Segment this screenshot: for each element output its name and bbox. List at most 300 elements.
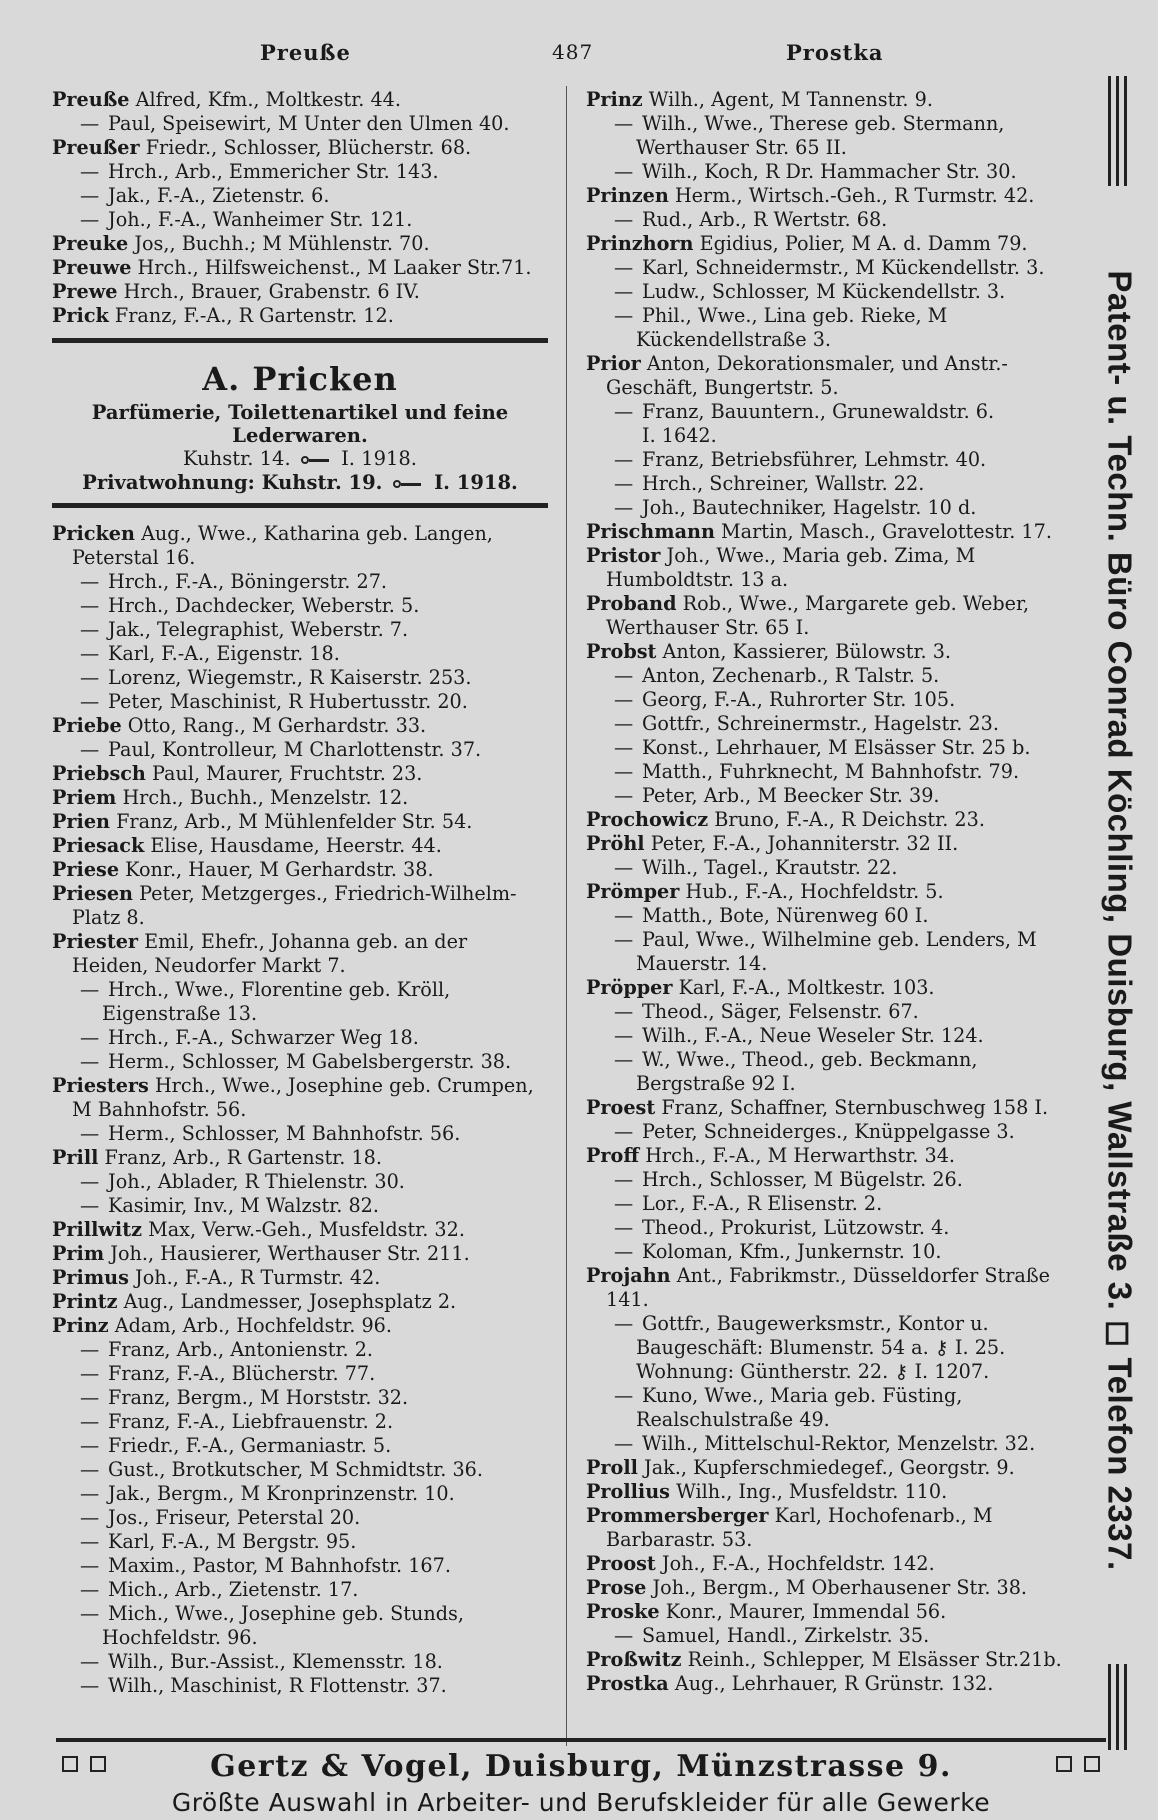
square-icon — [1084, 1756, 1100, 1772]
repeat-dash: — — [614, 1240, 634, 1263]
side-advert-text: Patent- u. Techn. Büro Conrad Köchling, Duisburg, Wallstraße 3. ◻ Telefon 2337. — [1101, 269, 1139, 1571]
repeat-dash: — — [80, 1578, 100, 1601]
entry-details: Gottfr., Baugewerksmstr., Kontor u. Baugeschäft: Blumenstr. 54 a. ⚷ I. 25. Wohnung: Güntherstr. 22. ⚷ I. 1207. — [636, 1312, 1006, 1383]
entry-surname: Proest — [586, 1096, 656, 1119]
entry-details: Paul, Wwe., Wilhelmine geb. Lenders, M Mauerstr. 14. — [636, 928, 1037, 975]
directory-entry — [52, 930, 548, 978]
entry-details: Herm., Schlosser, M Bahnhofstr. 56. — [108, 1122, 461, 1145]
repeat-dash: — — [614, 1168, 634, 1191]
advert-top-rule — [52, 338, 548, 343]
entry-details: Franz, Arb., R Gartenstr. 18. — [104, 1146, 382, 1169]
entry-details: Joh., F.-A., Wanheimer Str. 121. — [108, 208, 413, 231]
directory-entry — [586, 520, 1086, 544]
entry-details: Hrch., F.-A., M Herwarthstr. 34. — [645, 1144, 956, 1167]
entry-details: Jak., Bergm., M Kronprinzenstr. 10. — [108, 1482, 455, 1505]
entry-details: Friedr., F.-A., Germaniastr. 5. — [108, 1434, 392, 1457]
entry-details: Hub., F.-A., Hochfeldstr. 5. — [685, 880, 944, 903]
repeat-dash: — — [614, 1024, 634, 1047]
directory-entry — [52, 1146, 548, 1170]
directory-entry — [52, 1122, 548, 1146]
entry-surname: Prollius — [586, 1480, 670, 1503]
repeat-dash: — — [80, 1554, 100, 1577]
repeat-dash: — — [80, 594, 100, 617]
entry-details: Jos., Friseur, Peterstal 20. — [108, 1506, 361, 1529]
entry-details: Lorenz, Wiegemstr., R Kaiserstr. 253. — [108, 666, 472, 689]
entry-details: Joh., Ablader, R Thielenstr. 30. — [108, 1170, 405, 1193]
entry-details: Egidius, Polier, M A. d. Damm 79. — [699, 232, 1028, 255]
directory-entry — [52, 1050, 548, 1074]
repeat-dash: — — [80, 738, 100, 761]
repeat-dash: — — [614, 1312, 634, 1335]
directory-entry — [52, 1074, 548, 1122]
repeat-dash: — — [80, 1482, 100, 1505]
directory-entry — [586, 712, 1086, 736]
repeat-dash: — — [80, 666, 100, 689]
entry-details: Mich., Arb., Zietenstr. 17. — [108, 1578, 359, 1601]
entry-surname: Prim — [52, 1242, 105, 1265]
repeat-dash: — — [614, 1216, 634, 1239]
directory-entry — [586, 112, 1086, 160]
entry-details: Hrch., Wwe., Florentine geb. Kröll, Eigenstraße 13. — [102, 978, 451, 1025]
repeat-dash: — — [80, 1506, 100, 1529]
repeat-dash: — — [614, 904, 634, 927]
directory-entry — [586, 544, 1086, 592]
banner-squares-left — [56, 1756, 112, 1776]
directory-entry — [586, 1600, 1086, 1624]
repeat-dash: — — [80, 1650, 100, 1673]
entry-details: Anton, Kassierer, Bülowstr. 3. — [662, 640, 952, 663]
directory-entry — [52, 280, 548, 304]
directory-entry — [586, 400, 1086, 424]
directory-entry — [52, 594, 548, 618]
directory-entry — [52, 834, 548, 858]
entry-details: Anton, Dekorationsmaler, und Anstr.-Geschäft, Bungertstr. 5. — [606, 352, 1008, 399]
entry-details: Ludw., Schlosser, M Kückendellstr. 3. — [642, 280, 1006, 303]
advert-firm-name: A. Pricken — [202, 360, 398, 398]
entry-surname: Pricken — [52, 522, 135, 545]
entry-surname: Priester — [52, 930, 139, 953]
directory-entry — [52, 1266, 548, 1290]
repeat-dash: — — [614, 1048, 634, 1071]
directory-entry — [586, 160, 1086, 184]
entry-surname: Prommersberger — [586, 1504, 769, 1527]
repeat-dash: — — [80, 978, 100, 1001]
entry-details: Joh., Bergm., M Oberhausener Str. 38. — [652, 1576, 1028, 1599]
entry-details: Konr., Maurer, Immendal 56. — [665, 1600, 947, 1623]
entry-details: Aug., Wwe., Katharina geb. Langen, Peterstal 16. — [72, 522, 493, 569]
directory-entry — [586, 904, 1086, 928]
entry-surname: Prochowicz — [586, 808, 709, 831]
directory-entry — [52, 232, 548, 256]
directory-entry — [586, 1048, 1086, 1096]
entry-surname: Priese — [52, 858, 120, 881]
entry-details: Wilh., Maschinist, R Flottenstr. 37. — [108, 1674, 447, 1697]
directory-entry — [586, 808, 1086, 832]
repeat-dash: — — [614, 304, 634, 327]
advert-shop-phone: I. 1918. — [341, 447, 418, 470]
directory-entry — [586, 688, 1086, 712]
repeat-dash: — — [614, 1432, 634, 1455]
entry-details: Jos,, Buchh.; M Mühlenstr. 70. — [134, 232, 430, 255]
directory-entry — [586, 424, 1086, 448]
entry-details: Rob., Wwe., Margarete geb. Weber, Werthauser Str. 65 I. — [606, 592, 1030, 639]
bottom-banner — [56, 1746, 1106, 1786]
entry-surname: Pröhl — [586, 832, 645, 855]
directory-entry — [586, 448, 1086, 472]
directory-entry — [52, 1530, 548, 1554]
repeat-dash: — — [614, 928, 634, 951]
directory-entry — [586, 664, 1086, 688]
advert-shop-address: Kuhstr. 14. — [182, 447, 291, 470]
banner-rule — [56, 1738, 1106, 1742]
directory-entry — [52, 1506, 548, 1530]
entry-details: Franz, Schaffner, Sternbuschweg 158 I. — [661, 1096, 1049, 1119]
telephone-key-icon — [301, 456, 331, 464]
repeat-dash: — — [614, 1120, 634, 1143]
entry-details: Kasimir, Inv., M Walzstr. 82. — [108, 1194, 379, 1217]
entry-surname: Prill — [52, 1146, 99, 1169]
repeat-dash: — — [614, 856, 634, 879]
entry-details: Emil, Ehefr., Johanna geb. an der Heiden, Neudorfer Markt 7. — [72, 930, 468, 977]
directory-entry — [586, 1024, 1086, 1048]
left-column-entries — [52, 522, 548, 1698]
entry-details: Hrch., Schlosser, M Bügelstr. 26. — [642, 1168, 963, 1191]
repeat-dash: — — [614, 256, 634, 279]
entry-details: Joh., Wwe., Maria geb. Zima, M Humboldtstr. 13 a. — [606, 544, 976, 591]
entry-details: Herm., Wirtsch.-Geh., R Turmstr. 42. — [674, 184, 1035, 207]
directory-entry — [52, 112, 548, 136]
advert-description-line1: Parfümerie, Toilettenartikel und feine — [91, 401, 509, 424]
entry-details: Joh., Hausierer, Werthauser Str. 211. — [110, 1242, 470, 1265]
directory-entry — [52, 1410, 548, 1434]
advert-private-phone: I. 1918. — [434, 471, 518, 494]
banner-squares-right — [1050, 1756, 1106, 1776]
entry-surname: Preuße — [52, 88, 130, 111]
directory-entry — [586, 1096, 1086, 1120]
directory-entry — [52, 738, 548, 762]
entry-surname: Priebsch — [52, 762, 146, 785]
entry-details: Aug., Lehrhauer, R Grünstr. 132. — [674, 1672, 994, 1695]
entry-details: Kuno, Wwe., Maria geb. Füsting, Realschulstraße 49. — [636, 1384, 963, 1431]
directory-entry — [586, 784, 1086, 808]
square-icon — [90, 1756, 106, 1772]
directory-entry — [52, 690, 548, 714]
entry-details: Matth., Bote, Nürenweg 60 I. — [642, 904, 929, 927]
directory-entry — [586, 736, 1086, 760]
entry-surname: Proßwitz — [586, 1648, 682, 1671]
column-divider — [566, 86, 567, 1746]
directory-entry — [586, 304, 1086, 352]
entry-details: Maxim., Pastor, M Bahnhofstr. 167. — [108, 1554, 451, 1577]
directory-entry — [52, 1434, 548, 1458]
entry-details: Paul, Speisewirt, M Unter den Ulmen 40. — [108, 112, 510, 135]
directory-entry — [52, 1194, 548, 1218]
entry-surname: Preuwe — [52, 256, 132, 279]
repeat-dash: — — [614, 208, 634, 231]
entry-details: Hrch., F.-A., Schwarzer Weg 18. — [108, 1026, 419, 1049]
entry-details: Hrch., Dachdecker, Weberstr. 5. — [108, 594, 420, 617]
repeat-dash: — — [80, 1170, 100, 1193]
side-advert — [1080, 200, 1158, 1640]
repeat-dash: — — [614, 688, 634, 711]
repeat-dash: — — [614, 736, 634, 759]
entry-surname: Printz — [52, 1290, 118, 1313]
directory-entry — [586, 472, 1086, 496]
entry-details: Matth., Fuhrknecht, M Bahnhofstr. 79. — [642, 760, 1020, 783]
directory-entry — [52, 1218, 548, 1242]
directory-entry — [586, 1624, 1086, 1648]
entry-details: Martin, Masch., Gravelottestr. 17. — [721, 520, 1052, 543]
telephone-key-icon — [393, 480, 423, 488]
directory-entry — [586, 1648, 1086, 1672]
side-advert-bottom-bars — [1104, 1664, 1134, 1750]
directory-entry — [586, 1552, 1086, 1576]
repeat-dash: — — [80, 1434, 100, 1457]
entry-details: Joh., F.-A., Hochfeldstr. 142. — [661, 1552, 935, 1575]
entry-details: Karl, Hochofenarb., M Barbarastr. 53. — [606, 1504, 993, 1551]
entry-surname: Prischmann — [586, 520, 715, 543]
banner-text: Gertz & Vogel, Duisburg, Münzstrasse 9. — [210, 1748, 952, 1784]
repeat-dash: — — [614, 496, 634, 519]
entry-surname: Prömper — [586, 880, 680, 903]
directory-entry — [586, 760, 1086, 784]
directory-entry — [586, 232, 1086, 256]
entry-surname: Priesters — [52, 1074, 149, 1097]
entry-details: I. 1642. — [642, 424, 717, 447]
repeat-dash: — — [80, 1674, 100, 1697]
entry-details: Franz, Bergm., M Horststr. 32. — [108, 1386, 409, 1409]
entry-details: W., Wwe., Theod., geb. Beckmann, Bergstraße 92 I. — [636, 1048, 978, 1095]
entry-details: Franz, F.-A., R Gartenstr. 12. — [114, 304, 394, 327]
page-number: 487 — [552, 40, 594, 64]
repeat-dash: — — [80, 1050, 100, 1073]
entry-surname: Pröpper — [586, 976, 673, 999]
directory-entry — [586, 1672, 1086, 1696]
entry-surname: Proff — [586, 1144, 640, 1167]
directory-entry — [52, 304, 548, 328]
entry-details: Franz, F.-A., Liebfrauenstr. 2. — [108, 1410, 394, 1433]
entry-surname: Projahn — [586, 1264, 671, 1287]
directory-entry — [586, 1504, 1086, 1552]
directory-entry — [52, 256, 548, 280]
directory-entry — [586, 1480, 1086, 1504]
footer-text: Größte Auswahl in Arbeiter- und Berufskleider für alle Gewerke — [171, 1788, 991, 1817]
directory-entry — [586, 256, 1086, 280]
entry-details: Wilh., F.-A., Neue Weseler Str. 124. — [642, 1024, 984, 1047]
directory-entry — [586, 1120, 1086, 1144]
repeat-dash: — — [614, 760, 634, 783]
entry-details: Paul, Maurer, Fruchtstr. 23. — [152, 762, 423, 785]
entry-details: Karl, F.-A., Moltkestr. 103. — [678, 976, 935, 999]
directory-entry — [52, 618, 548, 642]
repeat-dash: — — [80, 618, 100, 641]
directory-entry — [52, 1386, 548, 1410]
right-column — [586, 88, 1086, 1696]
directory-entry — [586, 280, 1086, 304]
entry-surname: Prose — [586, 1576, 647, 1599]
entry-details: Wilh., Agent, M Tannenstr. 9. — [648, 88, 933, 111]
entry-details: Elise, Hausdame, Heerstr. 44. — [150, 834, 442, 857]
entry-details: Theod., Säger, Felsenstr. 67. — [642, 1000, 919, 1023]
entry-surname: Prick — [52, 304, 109, 327]
entry-surname: Pristor — [586, 544, 661, 567]
repeat-dash: — — [80, 1386, 100, 1409]
repeat-dash: — — [614, 472, 634, 495]
repeat-dash: — — [614, 1000, 634, 1023]
entry-details: Wilh., Ing., Musfeldstr. 110. — [676, 1480, 948, 1503]
directory-entry — [52, 882, 548, 930]
advert-description-line2: Lederwaren. — [232, 424, 368, 447]
directory-entry — [586, 1312, 1086, 1384]
repeat-dash: — — [614, 448, 634, 471]
entry-details: Bruno, F.-A., R Deichstr. 23. — [714, 808, 985, 831]
entry-details: Max, Verw.-Geh., Musfeldstr. 32. — [148, 1218, 465, 1241]
entry-details: Hrch., F.-A., Böningerstr. 27. — [108, 570, 388, 593]
entry-details: Friedr., Schlosser, Blücherstr. 68. — [145, 136, 472, 159]
advert-shop-line — [52, 447, 548, 471]
directory-entry — [586, 184, 1086, 208]
directory-entry — [52, 1362, 548, 1386]
repeat-dash: — — [80, 1530, 100, 1553]
entry-details: Alfred, Kfm., Moltkestr. 44. — [135, 88, 401, 111]
entry-details: Karl, F.-A., Eigenstr. 18. — [108, 642, 340, 665]
repeat-dash: — — [614, 784, 634, 807]
directory-entry — [586, 1240, 1086, 1264]
directory-entry — [586, 1456, 1086, 1480]
directory-entry — [52, 88, 548, 112]
entry-details: Peter, Arb., M Beecker Str. 39. — [642, 784, 940, 807]
entry-details: Wilh., Bur.-Assist., Klemensstr. 18. — [108, 1650, 443, 1673]
entry-details: Herm., Schlosser, M Gabelsbergerstr. 38. — [108, 1050, 512, 1073]
directory-entry — [586, 1144, 1086, 1168]
repeat-dash: — — [614, 1384, 634, 1407]
header-right-keyword: Prostka — [786, 40, 884, 65]
entry-details: Franz, Betriebsführer, Lehmstr. 40. — [642, 448, 987, 471]
directory-entry — [52, 858, 548, 882]
directory-entry — [586, 1576, 1086, 1600]
repeat-dash: — — [614, 280, 634, 303]
entry-surname: Primus — [52, 1266, 129, 1289]
repeat-dash: — — [80, 208, 100, 231]
directory-entry — [52, 1242, 548, 1266]
entry-surname: Prostka — [586, 1672, 669, 1695]
entry-details: Gottfr., Schreinermstr., Hagelstr. 23. — [642, 712, 999, 735]
directory-entry — [586, 856, 1086, 880]
entry-details: Wilh., Tagel., Krautstr. 22. — [642, 856, 898, 879]
repeat-dash: — — [80, 1410, 100, 1433]
directory-entry — [52, 522, 548, 570]
directory-entry — [52, 786, 548, 810]
entry-surname: Preußer — [52, 136, 140, 159]
directory-entry — [586, 1168, 1086, 1192]
directory-entry — [586, 832, 1086, 856]
entry-details: Jak., Kupferschmiedegef., Georgstr. 9. — [644, 1456, 1015, 1479]
directory-entry — [52, 136, 548, 160]
repeat-dash: — — [80, 1362, 100, 1385]
repeat-dash: — — [614, 400, 634, 423]
directory-entry — [586, 1384, 1086, 1432]
repeat-dash: — — [80, 1122, 100, 1145]
entry-details: Georg, F.-A., Ruhrorter Str. 105. — [642, 688, 956, 711]
directory-entry — [586, 880, 1086, 904]
directory-entry — [52, 1650, 548, 1674]
directory-entry — [52, 1338, 548, 1362]
directory-entry — [52, 1674, 548, 1698]
entry-details: Hrch., Buchh., Menzelstr. 12. — [122, 786, 409, 809]
entry-details: Peter, Maschinist, R Hubertusstr. 20. — [108, 690, 468, 713]
repeat-dash: — — [614, 1624, 634, 1647]
entry-details: Theod., Prokurist, Lützowstr. 4. — [642, 1216, 950, 1239]
entry-details: Joh., F.-A., R Turmstr. 42. — [135, 1266, 381, 1289]
square-icon — [1056, 1756, 1072, 1772]
repeat-dash: — — [80, 1026, 100, 1049]
entry-details: Adam, Arb., Hochfeldstr. 96. — [114, 1314, 392, 1337]
directory-entry — [52, 1554, 548, 1578]
entry-details: Wilh., Wwe., Therese geb. Stermann, Werthauser Str. 65 II. — [636, 112, 1005, 159]
entry-details: Samuel, Handl., Zirkelstr. 35. — [642, 1624, 930, 1647]
entry-surname: Prinz — [52, 1314, 109, 1337]
entry-details: Jak., F.-A., Zietenstr. 6. — [108, 184, 330, 207]
directory-entry — [52, 1602, 548, 1650]
directory-entry — [52, 1458, 548, 1482]
repeat-dash: — — [614, 112, 634, 135]
directory-entry — [52, 642, 548, 666]
repeat-dash: — — [80, 690, 100, 713]
entry-surname: Preuke — [52, 232, 129, 255]
entry-details: Hrch., Brauer, Grabenstr. 6 IV. — [123, 280, 420, 303]
entry-details: Karl, F.-A., M Bergstr. 95. — [108, 1530, 357, 1553]
entry-details: Reinh., Schlepper, M Elsässer Str.21b. — [687, 1648, 1062, 1671]
directory-entry — [52, 1578, 548, 1602]
entry-surname: Priem — [52, 786, 117, 809]
entry-details: Konr., Hauer, M Gerhardstr. 38. — [125, 858, 434, 881]
repeat-dash: — — [80, 184, 100, 207]
directory-entry — [586, 1264, 1086, 1312]
repeat-dash: — — [80, 1194, 100, 1217]
advert-private-label: Privatwohnung: Kuhstr. 19. — [82, 471, 383, 494]
square-icon — [62, 1756, 78, 1772]
entry-details: Anton, Zechenarb., R Talstr. 5. — [642, 664, 940, 687]
side-advert-top-bars — [1104, 76, 1134, 186]
directory-entry — [52, 978, 548, 1026]
entry-details: Hrch., Wwe., Josephine geb. Crumpen, M Bahnhofstr. 56. — [72, 1074, 534, 1121]
directory-entry — [52, 762, 548, 786]
repeat-dash: — — [614, 1192, 634, 1215]
entry-details: Mich., Wwe., Josephine geb. Stunds, Hochfeldstr. 96. — [102, 1602, 464, 1649]
repeat-dash: — — [614, 160, 634, 183]
directory-entry — [586, 352, 1086, 400]
directory-entry — [586, 88, 1086, 112]
repeat-dash: — — [80, 1458, 100, 1481]
entry-details: Lor., F.-A., R Elisenstr. 2. — [642, 1192, 883, 1215]
directory-entry — [586, 208, 1086, 232]
directory-entry — [52, 810, 548, 834]
entry-surname: Prillwitz — [52, 1218, 142, 1241]
entry-details: Franz, Arb., M Mühlenfelder Str. 54. — [116, 810, 473, 833]
entry-details: Phil., Wwe., Lina geb. Rieke, M Kückendellstraße 3. — [636, 304, 948, 351]
repeat-dash: — — [80, 1602, 100, 1625]
entry-details: Hrch., Schreiner, Wallstr. 22. — [642, 472, 925, 495]
directory-entry — [52, 666, 548, 690]
entry-details: Konst., Lehrhauer, M Elsässer Str. 25 b. — [642, 736, 1031, 759]
directory-entry — [586, 592, 1086, 640]
entry-details: Peter, Metzgerges., Friedrich-Wilhelm-Platz 8. — [72, 882, 517, 929]
entry-details: Joh., Bautechniker, Hagelstr. 10 d. — [642, 496, 977, 519]
entry-details: Franz, Arb., Antonienstr. 2. — [108, 1338, 374, 1361]
entry-surname: Priesack — [52, 834, 145, 857]
directory-entry — [586, 496, 1086, 520]
entry-surname: Prior — [586, 352, 641, 375]
